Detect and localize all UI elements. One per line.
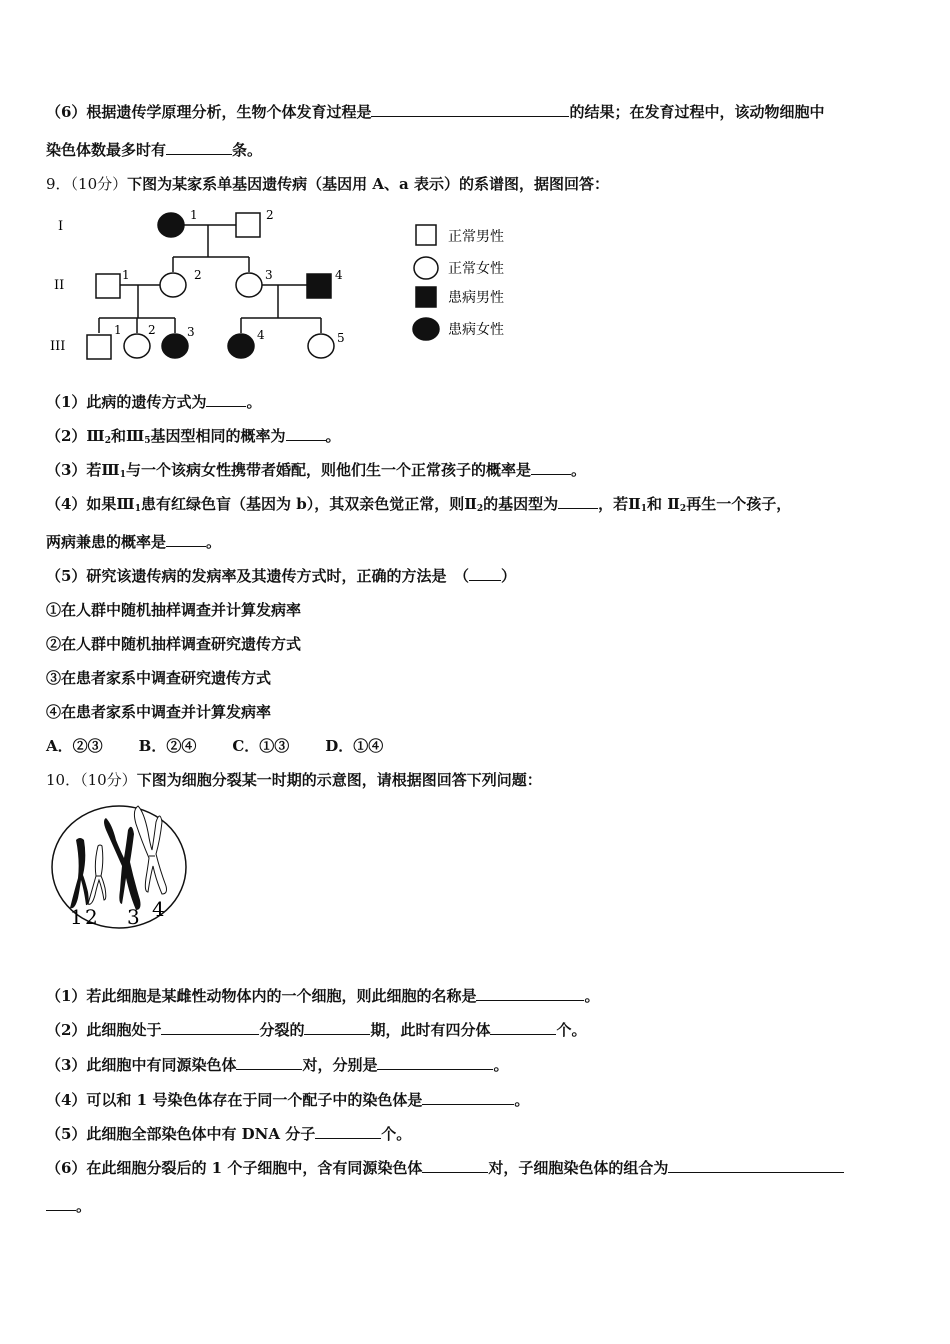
q9-title: 9．（10分）下图为某家系单基因遗传病（基因用 A、a 表示）的系谱图，据图回答：	[46, 175, 609, 193]
label-II2: 2	[194, 268, 202, 282]
answer-blank	[166, 532, 206, 547]
q10-sub4: （4）可以和 1 号染色体存在于同一个配子中的染色体是 。	[46, 1091, 530, 1109]
answer-blank	[558, 494, 598, 509]
chrom-label-2: 2	[85, 905, 98, 929]
q9-sub4-line1: （4）如果$Ⅲ_1$患有红绿色盲（基因为 b），其双亲色觉正常，则$Ⅱ_2$的基因型为 ，若$Ⅱ_1$和 $Ⅱ_2$再生一个孩子，	[46, 495, 792, 514]
answer-blank	[46, 1196, 76, 1211]
answer-blank	[490, 1020, 556, 1035]
q10-sub3: （3）此细胞中有同源染色体 对，分别是 。	[46, 1056, 509, 1074]
option-d: D．①④	[325, 737, 384, 755]
label-III3: 3	[187, 325, 195, 339]
label-II3: 3	[265, 268, 273, 282]
q9-sub4-line2: 两病兼患的概率是 。	[46, 533, 222, 551]
q10-sub1: （1）若此细胞是某雌性动物体内的一个细胞，则此细胞的名称是 。	[46, 987, 600, 1005]
I1-affected-female	[158, 213, 184, 237]
q8-part6-line1: （6）根据遗传学原理分析，生物个体发育过程是 的结果；在发育过程中，该动物细胞中	[46, 103, 825, 121]
answer-blank	[206, 392, 246, 407]
gen-label-II: II	[54, 278, 65, 293]
legend-normal-male-symbol	[416, 225, 436, 245]
q10-sub5: （5）此细胞全部染色体中有 DNA 分子 个。	[46, 1125, 412, 1143]
chrom-label-4: 4	[152, 897, 165, 921]
answer-blank	[166, 140, 232, 155]
q9-item-2: ②在人群中随机抽样调查研究遗传方式	[46, 635, 302, 653]
q8-part6-line2: 染色体数最多时有 条。	[46, 141, 263, 159]
answer-blank	[422, 1090, 514, 1105]
legend-affected-female-symbol	[413, 318, 439, 340]
label-III4: 4	[257, 328, 265, 342]
II1-normal-male	[96, 274, 120, 298]
label-II1: 1	[122, 268, 130, 282]
gen-label-I: I	[58, 219, 64, 234]
q10-sub2: （2）此细胞处于 分裂的 期，此时有四分体 个。	[46, 1021, 587, 1039]
q9-sub5: （5）研究该遗传病的发病率及其遗传方式时，正确的方法是 （ ）	[46, 567, 516, 585]
answer-blank	[286, 426, 326, 441]
answer-blank	[161, 1020, 259, 1035]
legend-affected-female: 患病女性	[448, 322, 504, 338]
III4-affected-female	[228, 334, 254, 358]
label-III1: 1	[114, 323, 122, 337]
III1-normal-male	[87, 335, 111, 359]
q9-sub2: $(2)Ⅲ_2$和$Ⅲ_5$基因型相同的概率为 。	[46, 427, 341, 446]
III2-normal-female	[124, 334, 150, 358]
label-I2: 2	[266, 208, 274, 222]
q9-sub3: （3）若$Ⅲ_1$与一个该病女性携带者婚配，则他们生一个正常孩子的概率是 。	[46, 461, 587, 480]
label-II4: 4	[335, 268, 343, 282]
option-b: B．②④	[138, 737, 197, 755]
III5-normal-female	[308, 334, 334, 358]
answer-blank	[422, 1158, 488, 1173]
cell-division-diagram	[48, 800, 193, 935]
legend-affected-male: 患病男性	[448, 290, 504, 306]
answer-blank	[304, 1020, 370, 1035]
q9-options	[46, 736, 906, 756]
answer-blank	[236, 1055, 302, 1070]
q10-sub6-line2: 。	[46, 1196, 906, 1216]
pedigree-chart	[40, 200, 540, 370]
answer-blank	[315, 1124, 381, 1139]
chrom-label-3: 3	[127, 905, 140, 929]
q10-sub6-line1: （6）在此细胞分裂后的 1 个子细胞中，含有同源染色体 对，子细胞染色体的组合为	[46, 1158, 906, 1178]
answer-blank	[476, 986, 584, 1001]
q9-item-1: ①在人群中随机抽样调查并计算发病率	[46, 601, 302, 619]
q9-sub1: （1）此病的遗传方式为 。	[46, 393, 262, 411]
answer-blank	[377, 1055, 493, 1070]
II3-normal-female	[236, 273, 262, 297]
II2-normal-female	[160, 273, 186, 297]
II4-affected-male	[307, 274, 331, 298]
legend-normal-female: 正常女性	[448, 261, 504, 277]
chrom-label-1: 1	[70, 905, 83, 929]
legend-normal-male: 正常男性	[448, 229, 504, 245]
label-I1: 1	[190, 208, 198, 222]
answer-blank	[371, 102, 569, 117]
q9-item-3: ③在患者家系中调查研究遗传方式	[46, 669, 272, 687]
option-c: C．①③	[232, 737, 290, 755]
legend-normal-female-symbol	[414, 257, 438, 279]
answer-blank	[668, 1158, 844, 1173]
gen-label-III: III	[50, 339, 66, 354]
label-III2: 2	[148, 323, 156, 337]
answer-blank	[469, 566, 501, 581]
III3-affected-female	[162, 334, 188, 358]
answer-blank	[531, 460, 571, 475]
option-a: A．②③	[46, 737, 103, 755]
legend-affected-male-symbol	[416, 287, 436, 307]
q9-item-4: ④在患者家系中调查并计算发病率	[46, 703, 272, 721]
label-III5: 5	[337, 331, 345, 345]
I2-normal-male	[236, 213, 260, 237]
q10-title: 10．（10分）下图为细胞分裂某一时期的示意图，请根据图回答下列问题：	[46, 771, 542, 789]
